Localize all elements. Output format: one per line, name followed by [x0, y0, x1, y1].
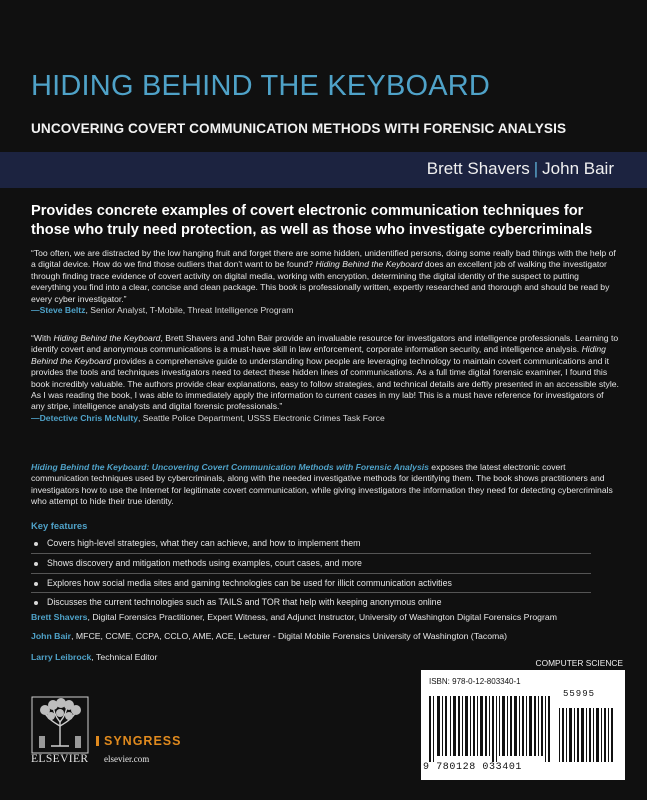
list-item-text: Covers high-level strategies, what they can achieve, and how to implement them: [47, 538, 361, 548]
bullet-icon: [34, 542, 38, 546]
quote-1-text: “Too often, we are distracted by the low hanging fruit and forget there are some hidden, unidentified persons, doing some really bad things with the help of a digital device. How do we find those outliers that don't want to be found?: [31, 248, 616, 270]
bullet-icon: [34, 562, 38, 566]
quote-1-attribution: [31, 305, 293, 315]
bio-brett-shavers: [31, 612, 631, 623]
bio-text: , Technical Editor: [91, 652, 158, 662]
list-item: [31, 534, 591, 554]
quote-2-author: —Detective Chris McNulty: [31, 412, 138, 423]
elsevier-tree-logo: [31, 696, 89, 754]
bio-text: , Digital Forensics Practitioner, Expert Witness, and Adjunct Instructor, University of Washington Digital Forensics Program: [87, 612, 557, 622]
quote-2-book-title: Hiding Behind the Keyboard: [53, 333, 161, 343]
key-features-heading: Key features: [31, 520, 88, 531]
quote-2-text-end: provides a comprehensive guide to understanding how people are leveraging technology to maintain covert communications and it provides the tools and techniques investigators need to detect these hidden lines of communications. As a full time digital forensic examiner, I found this book incredibly valuable. The authors provide clear explanations, easy to follow strategies, and technical details are deftly presented in an accessible style. As I was reading the book, I was able to immediately apply the information to current cases in my lab! This is a must have reference for investigators of any stripe, intelligence analysts and digital forensic professionals.”: [31, 355, 619, 412]
description-text: exposes the latest electronic covert communication techniques used by cybercriminals, along with the needed investigative methods for identifying them. The book shows practitioners and investigators how to use the Internet for legitimate covert communication, while giving investigators the information they need for detecting cybercriminals who attempt to hide their true identity.: [31, 462, 613, 507]
bio-name: Larry Leibrock: [31, 652, 92, 662]
list-item: [31, 593, 591, 613]
quote-1-book-title: Hiding Behind the Keyboard: [315, 259, 423, 270]
barcode-icon: [427, 690, 619, 762]
category-label: COMPUTER SCIENCE: [535, 658, 623, 668]
headline: Provides concrete examples of covert electronic communication techniques for those who truly need protection, as well as those who investigate cybercriminals: [31, 203, 593, 238]
author-1: Brett Shavers: [426, 159, 530, 178]
bullet-icon: [34, 601, 38, 605]
price-code: 55995: [563, 689, 596, 699]
quote-2-attribution: [31, 413, 385, 423]
list-item: [31, 554, 591, 574]
quote-1-author: —Steve Beltz: [31, 305, 86, 316]
quote-2-text-cont: , Brett Shavers and John Bair provide an invaluable resource for investigators and intelligence professionals. Learning to identify covert and anonymous communications is a must-have skill in law enforcement, corporate information security, and intelligence analysis.: [31, 333, 619, 355]
book-subtitle: UNCOVERING COVERT COMMUNICATION METHODS WITH FORENSIC ANALYSIS: [31, 121, 567, 136]
description-lead: Hiding Behind the Keyboard: Uncovering Covert Communication Methods with Forensic Analysis: [31, 462, 429, 472]
book-title: HIDING BEHIND THE KEYBOARD: [31, 70, 491, 102]
book-description: [31, 462, 619, 508]
bio-text: , MFCE, CCME, CCPA, CCLO, AME, ACE, Lecturer - Digital Mobile Forensics University of Washington (Tacoma): [71, 631, 508, 641]
barcode-box: [421, 670, 625, 780]
author-2: John Bair: [542, 159, 614, 178]
quote-1-text-cont: does an excellent job of walking the investigator through finding trace evidence of covert activity on digital media, working with encryption, determining the digital identity of the suspect to putting everything you find into a clear, concise and clean package. This book is professionally written, expertly researched and thorough and should be read by every cyber investigator.”: [31, 259, 610, 304]
isbn-digits: 9 780128 033401: [423, 762, 523, 773]
list-item-text: Shows discovery and mitigation methods using examples, court cases, and more: [47, 557, 362, 568]
list-item: [31, 574, 591, 594]
quote-2-book-title-2: Hiding Behind the Keyboard: [31, 344, 606, 366]
author-names: [427, 159, 614, 179]
author-separator: |: [533, 159, 539, 178]
bio-john-bair: [31, 631, 631, 642]
quote-1: [31, 248, 619, 316]
bio-name: John Bair: [31, 631, 72, 641]
quote-2: [31, 333, 619, 424]
publisher-website: elsevier.com: [104, 754, 150, 764]
key-features-list: [31, 534, 591, 613]
quote-1-role: , Senior Analyst, T-Mobile, Threat Intelligence Program: [85, 305, 294, 316]
quote-2-role: , Seattle Police Department, USSS Electronic Crimes Task Force: [137, 412, 385, 423]
bio-name: Brett Shavers: [31, 612, 88, 622]
quote-2-text: “With: [31, 333, 54, 343]
elsevier-wordmark: ELSEVIER: [31, 753, 89, 765]
author-band: [0, 152, 647, 188]
list-item-text: Discusses the current technologies such as TAILS and TOR that help with keeping anonymous online: [47, 597, 442, 608]
bullet-icon: [34, 582, 38, 586]
list-item-text: Explores how social media sites and gaming technologies can be used for illicit communication activities: [47, 577, 452, 588]
isbn-label: ISBN: 978-0-12-803340-1: [429, 677, 521, 686]
syngress-wordmark: SYNGRESS: [104, 734, 182, 748]
syngress-mark-icon: [96, 736, 102, 746]
